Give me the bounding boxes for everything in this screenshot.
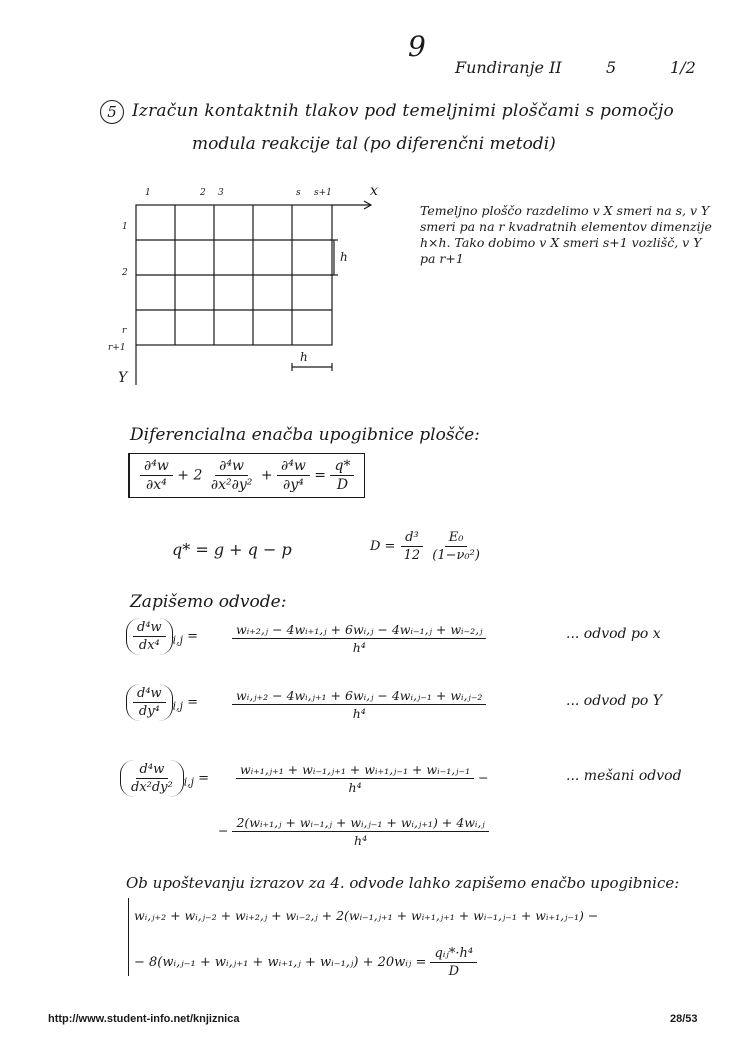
deriv-y-note: ... odvod po Y xyxy=(566,693,663,709)
sheet-number: 5 xyxy=(606,58,617,77)
x-axis-label: x xyxy=(370,183,378,199)
d-definition: D = $\frac{\text{d³}}{12}$ $\frac{\text{E₀}}{\text{(1−ν₀²)}}$ xyxy=(370,530,480,563)
course-title: Fundiranje II xyxy=(455,58,562,77)
term-dx4: $\frac{\text{∂⁴w}}{\text{∂x⁴}}$ xyxy=(140,458,173,493)
page-number: 9 xyxy=(408,30,426,63)
grid-description: Temeljno ploščo razdelimo v X smeri na s, v Y smeri pa na r kvadratnih elementov dimenzije h×h. Tako dobimo v X smeri s+1 vozlišč, v Y pa r+1 xyxy=(420,203,712,266)
section-title-line2: modula reakcije tal (po diferenčni metodi) xyxy=(192,134,556,154)
plus: + xyxy=(260,467,273,484)
equals: = xyxy=(314,467,327,484)
final-heading: Ob upoštevanju izrazov za 4. odvode lahko zapišemo enačbo upogibnice: xyxy=(126,874,680,892)
deriv-x-lhs: $\frac{\text{d⁴w}}{\text{dx⁴}}$ $_{i,j}$ = xyxy=(126,618,198,655)
deriv-xy-rhs2: − $\frac{\text{2(wᵢ₊₁,ⱼ + wᵢ₋₁,ⱼ + wᵢ,ⱼ₋₁ + wᵢ,ⱼ₊₁) + 4wᵢ,ⱼ}}{\text{h⁴}}$ xyxy=(218,815,489,848)
footer-url[interactable]: http://www.student-info.net/knjiznica xyxy=(48,1013,240,1025)
final-line2: − 8(wᵢ,ⱼ₋₁ + wᵢ,ⱼ₊₁ + wᵢ₊₁,ⱼ + wᵢ₋₁,ⱼ) + 20wᵢⱼ = $\frac{\text{qᵢⱼ*·h⁴}}{D}$ xyxy=(134,946,477,979)
top-tick-1: 1 xyxy=(145,188,151,198)
h-label-right: h xyxy=(340,250,348,264)
deriv-xy-note: ... mešani odvod xyxy=(566,768,682,784)
deriv-xy-lhs: $\frac{\text{d⁴w}}{\text{dx²dy²}}$ $_{i,j}$ = xyxy=(120,760,209,797)
h-label-bottom: h xyxy=(300,350,308,364)
section-title-line1: Izračun kontaktnih tlakov pod temeljnimi ploščami s pomočjo xyxy=(132,101,674,121)
top-tick-s: s xyxy=(296,188,301,198)
section-number: 5 xyxy=(100,100,124,124)
deriv-x-rhs: $\frac{\text{wᵢ₊₂,ⱼ − 4wᵢ₊₁,ⱼ + 6wᵢ,ⱼ − 4wᵢ₋₁,ⱼ + wᵢ₋₂,ⱼ}}{\text{h⁴}}$ xyxy=(232,622,486,655)
term-dx2dy2: $\frac{\text{∂⁴w}}{\text{∂x²∂y²}}$ xyxy=(210,458,253,493)
term-dy4: $\frac{\text{∂⁴w}}{\text{∂y⁴}}$ xyxy=(277,458,310,493)
diff-eq-box xyxy=(128,453,365,498)
derivs-heading: Zapišemo odvode: xyxy=(130,592,287,612)
top-tick-s1: s+1 xyxy=(314,188,332,198)
q-star-definition: q* = g + q − p xyxy=(172,540,292,559)
plate-grid-diagram xyxy=(112,180,392,390)
deriv-x-note: ... odvod po x xyxy=(566,626,661,642)
left-tick-2: 2 xyxy=(122,268,128,278)
part-number: 1/2 xyxy=(670,58,696,77)
y-axis-label: Y xyxy=(118,370,128,386)
deriv-xy-rhs1: $\frac{\text{wᵢ₊₁,ⱼ₊₁ + wᵢ₋₁,ⱼ₊₁ + wᵢ₊₁,ⱼ₋₁ + wᵢ₋₁,ⱼ₋₁}}{\text{h⁴}}$ − xyxy=(236,762,489,795)
final-line1: wᵢ,ⱼ₊₂ + wᵢ,ⱼ₋₂ + wᵢ₊₂,ⱼ + wᵢ₋₂,ⱼ + 2(wᵢ₋₁,ⱼ₊₁ + wᵢ₊₁,ⱼ₊₁ + wᵢ₋₁,ⱼ₋₁ + wᵢ₊₁,ⱼ₋₁) − xyxy=(134,908,599,923)
left-tick-r: r xyxy=(122,326,127,336)
top-tick-2: 2 xyxy=(200,188,206,198)
left-tick-r1: r+1 xyxy=(108,343,126,353)
deriv-y-rhs: $\frac{\text{wᵢ,ⱼ₊₂ − 4wᵢ,ⱼ₊₁ + 6wᵢ,ⱼ − 4wᵢ,ⱼ₋₁ + wᵢ,ⱼ₋₂}}{\text{h⁴}}$ xyxy=(232,688,486,721)
rhs-q-over-d: $\frac{q*}{D}$ xyxy=(330,458,354,493)
top-tick-3: 3 xyxy=(218,188,224,198)
deriv-y-lhs: $\frac{\text{d⁴w}}{\text{dy⁴}}$ $_{i,j}$ = xyxy=(126,684,198,721)
plus-2: + 2 xyxy=(177,467,203,484)
left-tick-1: 1 xyxy=(122,222,128,232)
diff-eq-heading: Diferencialna enačba upogibnice plošče: xyxy=(130,425,480,445)
footer-page: 28/53 xyxy=(670,1013,698,1025)
